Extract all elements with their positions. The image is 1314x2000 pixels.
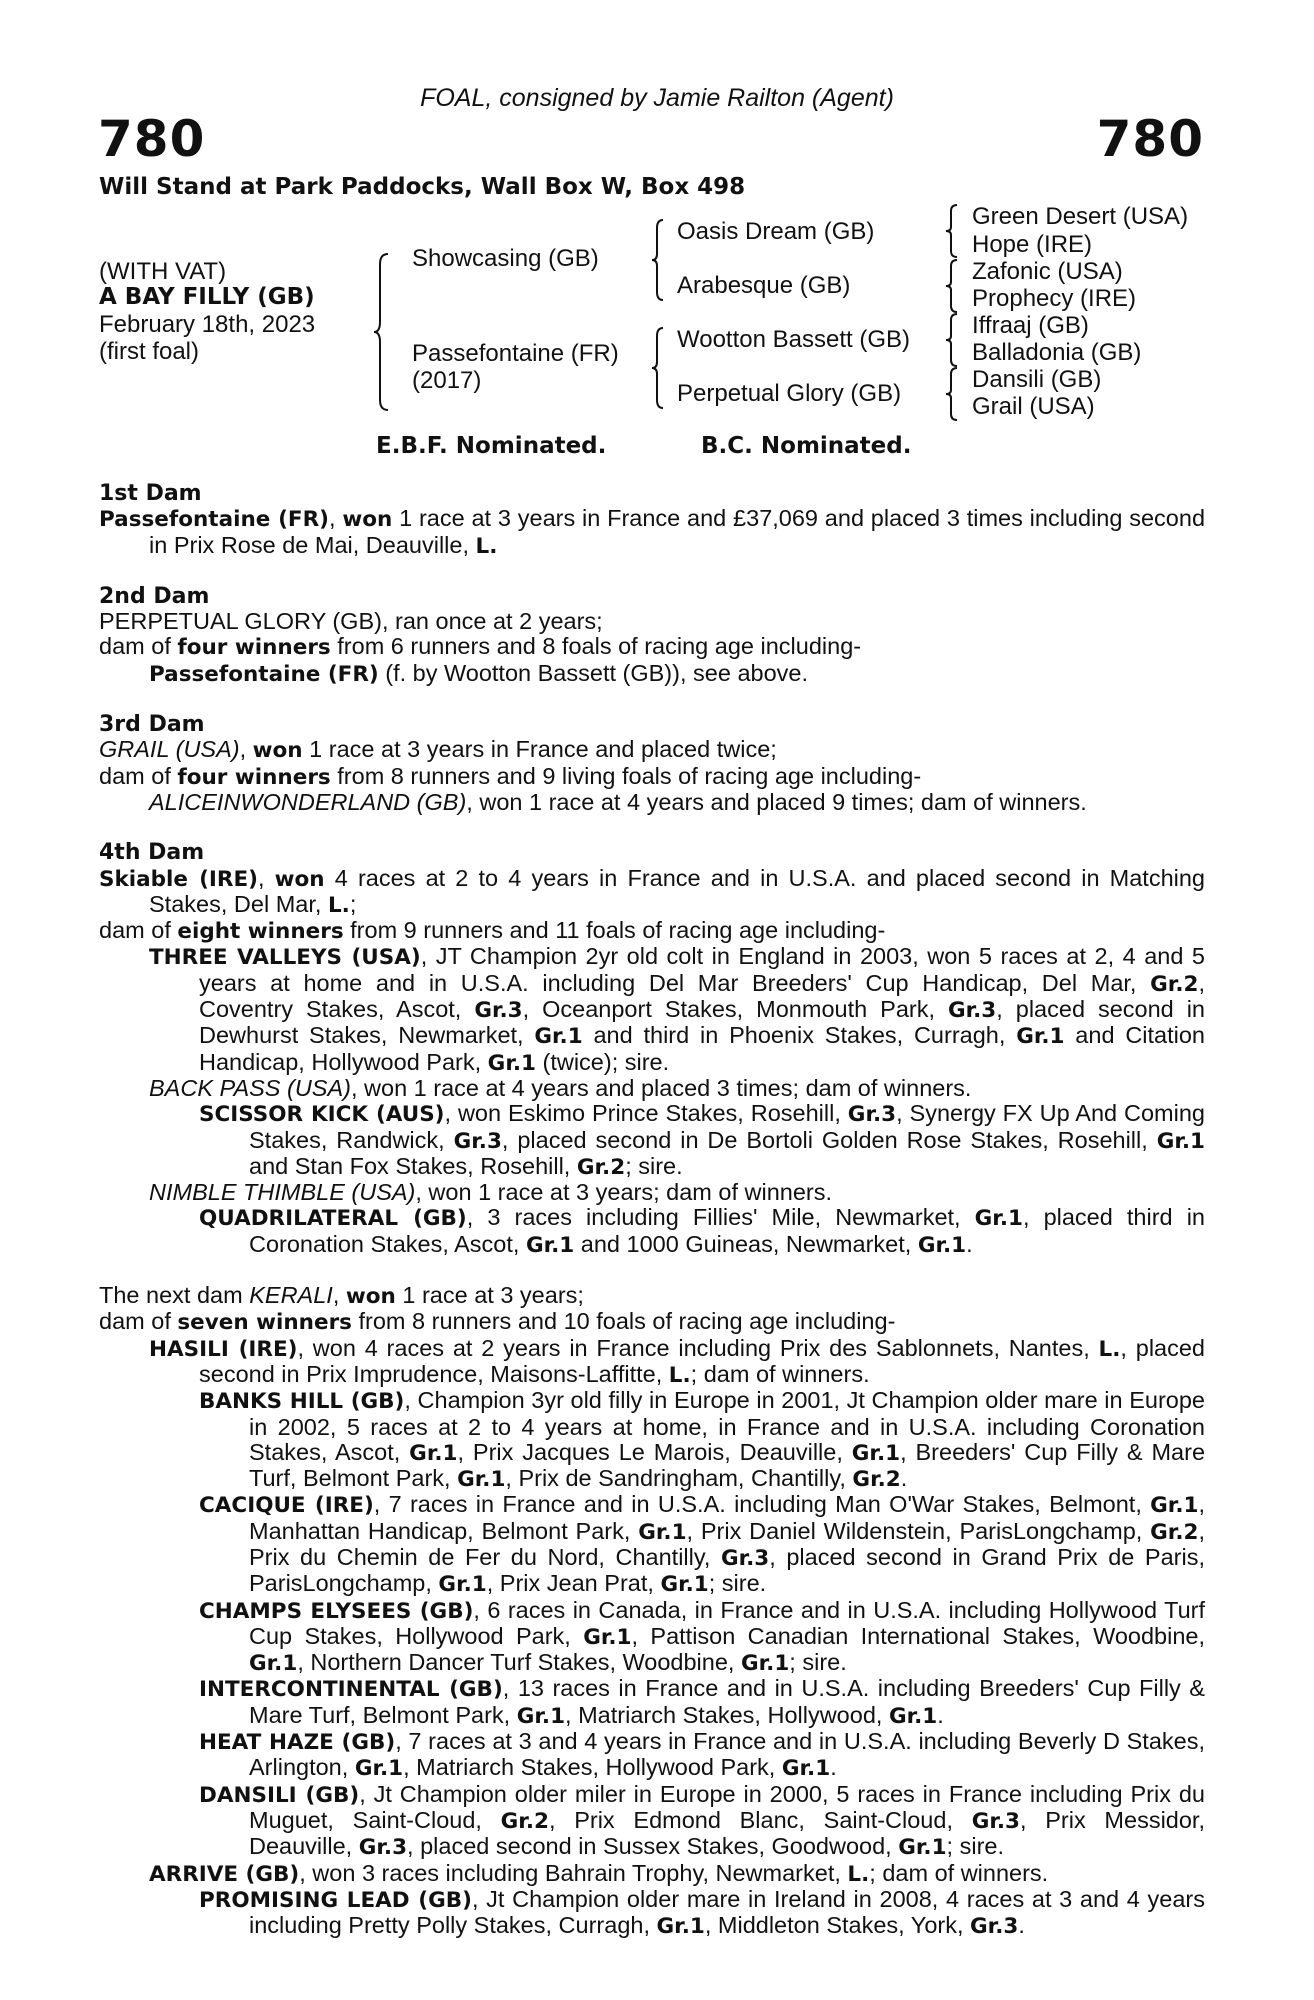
third-dam-heading: 3rd Dam [99,712,205,738]
listed-mark: L. [475,533,498,559]
consignor-line: FOAL, consigned by Jamie Railton (Agent) [420,84,894,112]
dam-sire: Wootton Bassett (GB) [677,326,910,353]
second-dam-heading: 2nd Dam [99,583,210,609]
lot-number-left: 780 [98,110,206,168]
grandsire-4: Prophecy (IRE) [972,285,1137,312]
won-word: won [342,507,393,533]
grandsire-6: Balladonia (GB) [972,339,1142,366]
horse-name: BANKS HILL (GB) [199,1389,405,1415]
horse-name: Passefontaine (FR) [99,507,329,533]
produce-item: BANKS HILL (GB), Champion 3yr old filly in Europe in 2001, Jt Champion older mare in Europe in 2002, 5 races at 2 to 4 years at home, in France and in U.S.A. including Coronation Stakes, Ascot, Gr.1, Prix Jacques Le Marois, Deauville, Gr.1, Breeders' Cup Filly & Mare Turf, Belmont Park, Gr.1, Prix de Sandringham, Chantilly, Gr.2. [199,1387,1206,1493]
produce-item: DANSILI (GB), Jt Champion older miler in Europe in 2000, 5 races in France including Prix du Muguet, Saint-Cloud, Gr.2, Prix Edmond Blanc, Saint-Cloud, Gr.3, Prix Messidor, Deauville, Gr.3, placed second in Sussex Stakes, Goodwood, Gr.1; sire. [199,1780,1205,1861]
horse-name: BACK PASS (USA) [149,1074,351,1101]
produce-item: NIMBLE THIMBLE (USA), won 1 race at 3 years; dam of winners. [149,1179,833,1206]
produce-item: ARRIVE (GB), won 3 races including Bahrain Trophy, Newmarket, L.; dam of winners. [149,1859,1049,1887]
dam-name: Passefontaine (FR) [412,340,619,367]
produce-item: QUADRILATERAL (GB), 3 races including Fillies' Mile, Newmarket, Gr.1, placed third in Coronation Stakes, Ascot, Gr.1 and 1000 Guineas, Newmarket, Gr.1. [199,1204,1205,1258]
fourth-dam-entry: Skiable (IRE), won 4 races at 2 to 4 years in France and in U.S.A. and placed second in Matching Stakes, Del Mar, L.; [99,864,1206,918]
fourth-dam-produce: dam of eight winners from 9 runners and 11 foals of racing age including- [99,917,886,945]
horse-name: HEAT HAZE (GB) [199,1730,396,1756]
grandsire-5: Iffraaj (GB) [972,312,1089,339]
horse-name: CACIQUE (IRE) [199,1493,374,1519]
produce-item: PROMISING LEAD (GB), Jt Champion older mare in Ireland in 2008, 4 races at 3 and 4 years including Pretty Polly Stakes, Curragh, Gr.1, Middleton Stakes, York, Gr.3. [199,1885,1206,1940]
grandsire-2: Hope (IRE) [972,231,1093,258]
produce-item: HEAT HAZE (GB), 7 races at 3 and 4 years in France and in U.S.A. including Beverly D Stakes, Arlington, Gr.1, Matriarch Stakes, Hollywood Park, Gr.1. [199,1728,1205,1782]
produce-item: CHAMPS ELYSEES (GB), 6 races in Canada, in France and in U.S.A. including Hollywood Turf Cup Stakes, Hollywood Park, Gr.1, Pattison Canadian International Stakes, Woodbine, Gr.1, Northern Dancer Turf Stakes, Woodbine, Gr.1; sire. [199,1596,1206,1677]
first-dam-heading: 1st Dam [99,481,202,506]
sire-dam: Arabesque (GB) [677,272,851,299]
second-dam-produce: dam of four winners from 6 runners and 8 foals of racing age including- [99,633,862,661]
dam-dam: Perpetual Glory (GB) [677,380,902,407]
horse-name: Skiable (IRE) [99,866,258,892]
grandsire-3: Zafonic (USA) [972,258,1123,285]
first-dam-entry: Passefontaine (FR), won 1 race at 3 years in France and £37,069 and placed 3 times including second in Prix Rose de Mai, Deauville, L. [99,505,1206,559]
next-dam-entry: The next dam KERALI, won 1 race at 3 years; [99,1282,584,1310]
brace-g2 [945,258,959,314]
brace-g3 [945,312,959,368]
dam-lines [99,481,1205,1939]
pedigree-brace-main [372,252,390,412]
horse-name: QUADRILATERAL (GB) [199,1206,467,1232]
vat-note: (WITH VAT) [99,258,227,285]
horse-name: CHAMPS ELYSEES (GB) [199,1598,474,1624]
bc-nominated: B.C. Nominated. [701,433,912,459]
sire-name: Showcasing (GB) [412,245,599,272]
brace-dam [651,326,665,410]
next-dam-produce: dam of seven winners from 8 runners and 10 foals of racing age including- [99,1308,896,1336]
fourth-dam-heading: 4th Dam [99,840,205,866]
ebf-nominated: E.B.F. Nominated. [376,433,607,459]
stabling-line: Will Stand at Park Paddocks, Wall Box W, Box 498 [99,174,746,200]
foal-title: A BAY FILLY (GB) [99,284,315,310]
horse-name: HASILI (IRE) [149,1336,298,1362]
horse-name: ALICEINWONDERLAND (GB) [149,788,467,815]
brace-g4 [945,366,959,422]
foal-dob: February 18th, 2023 [99,311,316,338]
horse-name: KERALI [249,1282,333,1309]
second-dam-entry: PERPETUAL GLORY (GB), ran once at 2 years; [99,608,603,635]
produce-item: BACK PASS (USA), won 1 race at 4 years and placed 3 times; dam of winners. [149,1074,972,1101]
grandsire-8: Grail (USA) [972,393,1095,420]
produce-item: THREE VALLEYS (USA), JT Champion 2yr old colt in England in 2003, won 5 races at 2, 4 and 5 years at home and in U.S.A. including Del Mar Breeders' Cup Handicap, Del Mar, Gr.2, Coventry Stakes, Ascot, Gr.3, Oceanport Stakes, Monmouth Park, Gr.3, placed second in Dewhurst Stakes, Newmarket, Gr.1 and third in Phoenix Stakes, Curragh, Gr.1 and Citation Handicap, Hollywood Park, Gr.1 (twice); sire. [149,943,1206,1076]
brace-g1 [945,203,959,259]
horse-name: GRAIL (USA) [99,736,240,763]
grandsire-1: Green Desert (USA) [972,203,1189,230]
produce-item: Passefontaine (FR) (f. by Wootton Bassett (GB)), see above. [149,659,808,687]
foal-note: (first foal) [99,338,200,365]
horse-name: ARRIVE (GB) [149,1861,300,1887]
grandsire-7: Dansili (GB) [972,366,1102,393]
sire-sire: Oasis Dream (GB) [677,218,875,245]
produce-item: SCISSOR KICK (AUS), won Eskimo Prince Stakes, Rosehill, Gr.3, Synergy FX Up And Coming Stakes, Randwick, Gr.3, placed second in De Bortoli Golden Rose Stakes, Rosehill, Gr.1 and Stan Fox Stakes, Rosehill, Gr.2; sire. [199,1100,1205,1180]
brace-sire [651,218,665,302]
dam-year: (2017) [412,367,482,394]
horse-name: PROMISING LEAD (GB) [199,1887,472,1913]
horse-name: SCISSOR KICK (AUS) [199,1102,445,1128]
lot-number-right: 780 [1096,110,1204,168]
produce-item: CACIQUE (IRE), 7 races in France and in U.S.A. including Man O'War Stakes, Belmont, Gr.1, Manhattan Handicap, Belmont Park, Gr.1, Prix Daniel Wildenstein, ParisLongchamp, Gr.2, Prix du Chemin de Fer du Nord, Chantilly, Gr.3, placed second in Grand Prix de Paris, ParisLongchamp, Gr.1, Prix Jean Prat, Gr.1; sire. [199,1491,1206,1598]
horse-name: NIMBLE THIMBLE (USA) [149,1179,416,1206]
produce-item: ALICEINWONDERLAND (GB), won 1 race at 4 years and placed 9 times; dam of winners. [149,788,1087,815]
horse-name: THREE VALLEYS (USA) [149,945,421,971]
horse-name: Passefontaine (FR) [149,661,379,687]
third-dam-entry: GRAIL (USA), won 1 race at 3 years in France and placed twice; [99,736,777,764]
third-dam-produce: dam of four winners from 8 runners and 9 living foals of racing age including- [99,762,922,790]
produce-item: HASILI (IRE), won 4 races at 2 years in France including Prix des Sablonnets, Nantes, L., placed second in Prix Imprudence, Maisons-Laffitte, L.; dam of winners. [149,1334,1205,1388]
horse-name: DANSILI (GB) [199,1782,360,1808]
horse-name: INTERCONTINENTAL (GB) [199,1677,503,1703]
produce-item: INTERCONTINENTAL (GB), 13 races in France and in U.S.A. including Breeders' Cup Filly & Mare Turf, Belmont Park, Gr.1, Matriarch Stakes, Hollywood, Gr.1. [199,1675,1205,1729]
